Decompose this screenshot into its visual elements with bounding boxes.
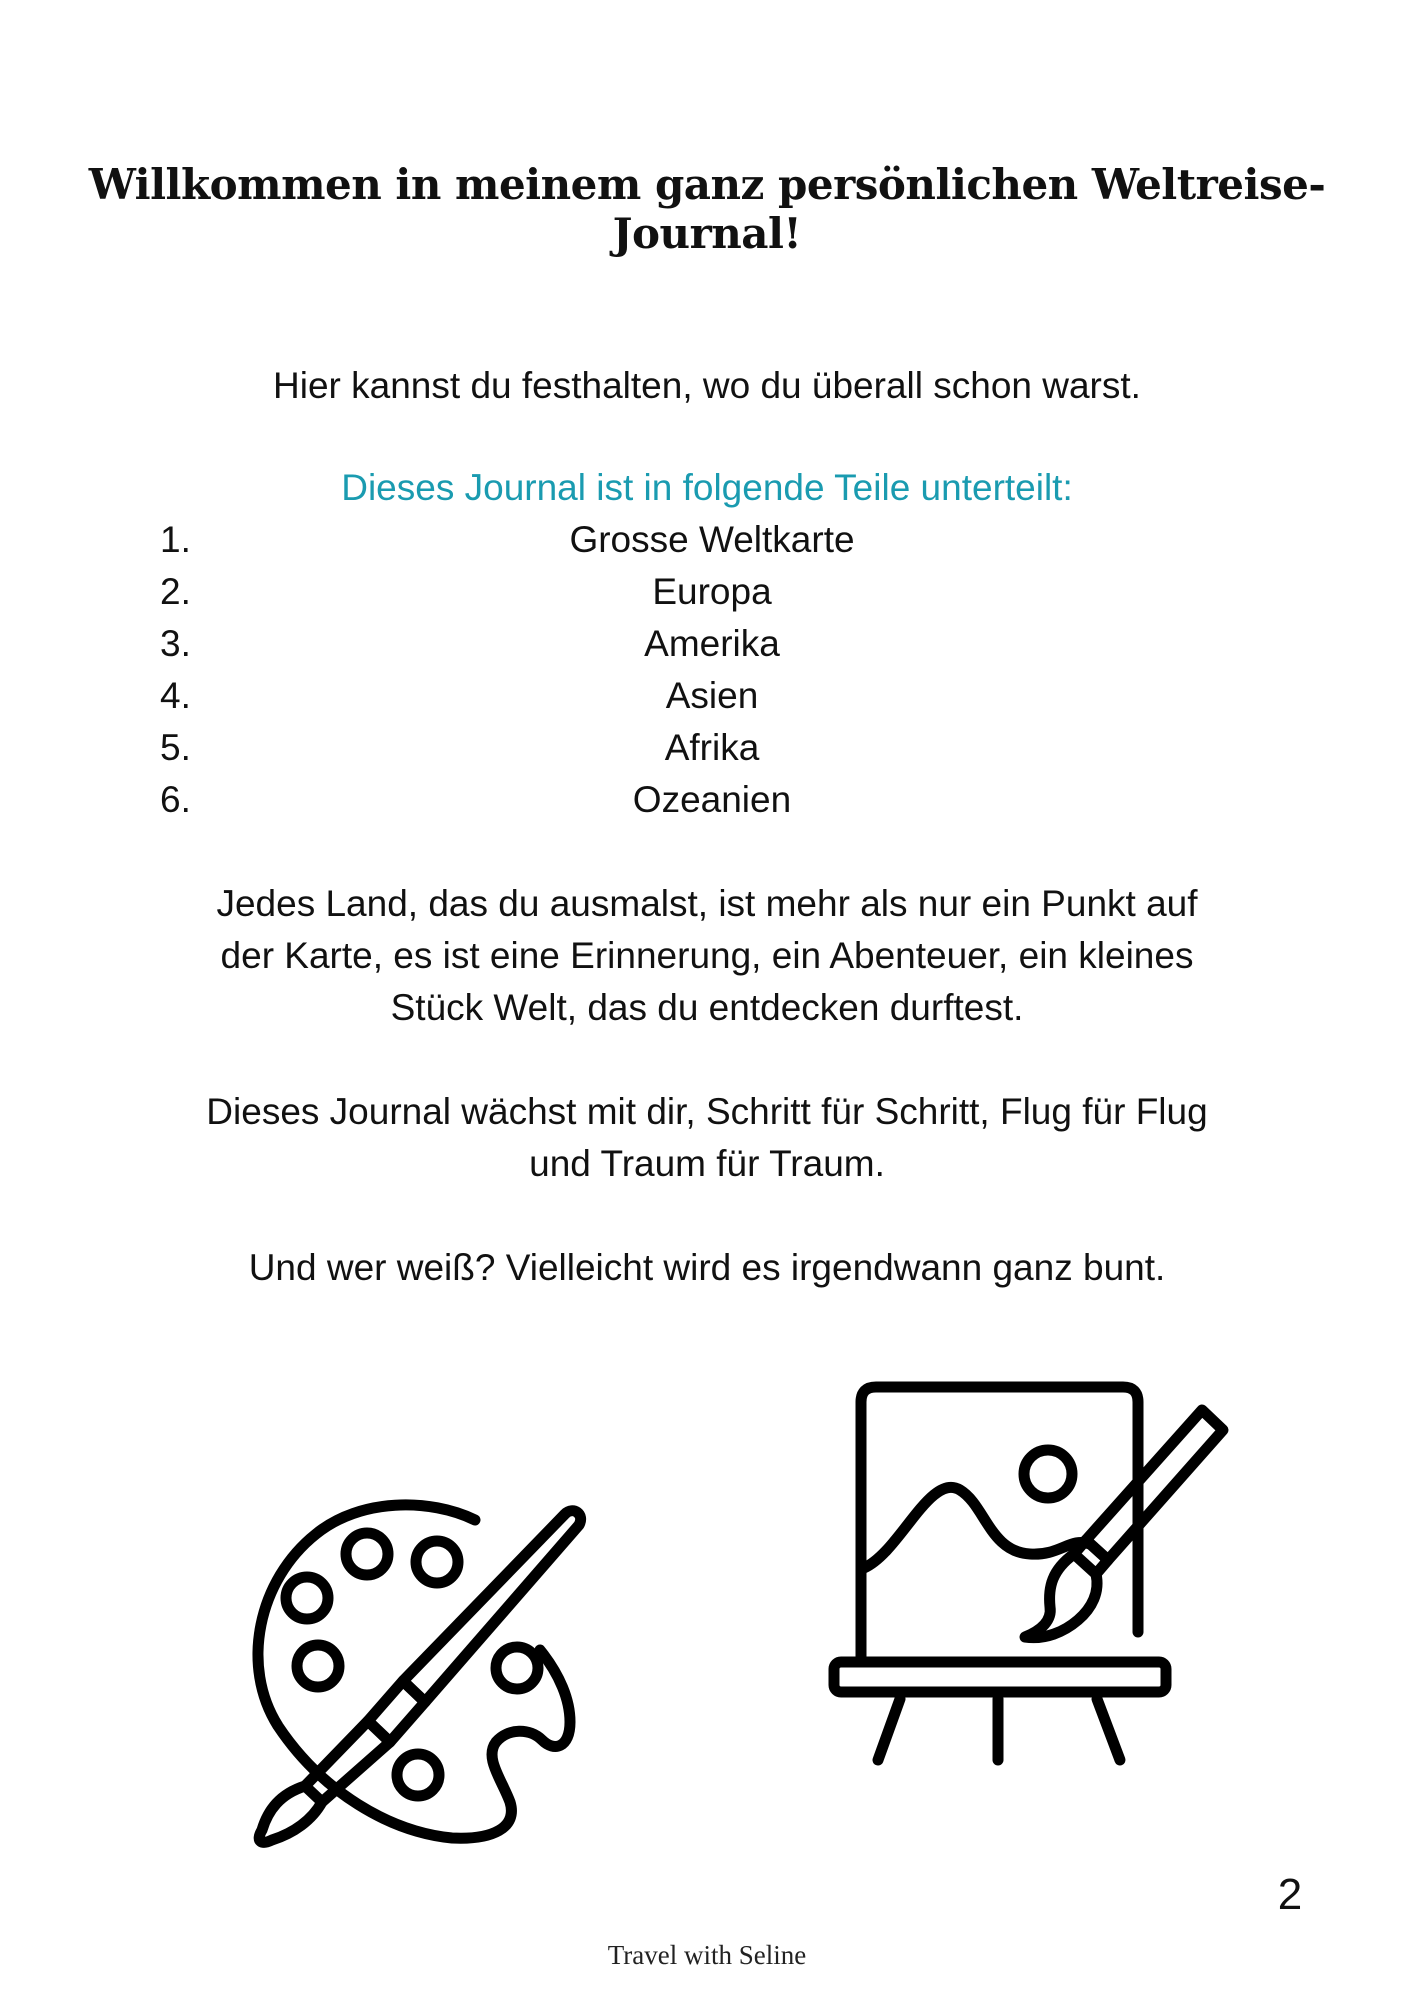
toc-item-label: Europa — [652, 571, 772, 612]
paragraph-line: Stück Welt, das du entdecken durftest. — [390, 987, 1024, 1028]
paragraph-line: und Traum für Traum. — [529, 1143, 885, 1184]
paragraph-line: Jedes Land, das du ausmalst, ist mehr als nur ein Punkt auf — [216, 883, 1198, 924]
page-number: 2 — [1277, 1870, 1303, 1919]
paragraph-line: Dieses Journal wächst mit dir, Schritt für Schritt, Flug für Flug — [206, 1091, 1208, 1132]
page-title: Willkommen in meinem ganz persönlichen Weltreise-Journal! — [88, 160, 1326, 258]
toc-list — [0, 514, 1414, 826]
footer-brand: Travel with Seline — [607, 1940, 807, 1970]
toc-item-number: 5. — [160, 727, 191, 768]
closing-text: Und wer weiß? Vielleicht wird es irgendwann ganz bunt. — [248, 1247, 1166, 1288]
toc-item-number: 4. — [160, 675, 191, 716]
toc-heading: Dieses Journal ist in folgende Teile unterteilt: — [341, 467, 1073, 508]
toc-item-number: 6. — [160, 779, 191, 820]
paint-palette-icon — [240, 1490, 600, 1850]
toc-item-number: 2. — [160, 571, 191, 612]
toc-item — [0, 566, 1414, 618]
toc-item-label: Ozeanien — [632, 779, 792, 820]
intro-text: Hier kannst du festhalten, wo du überall schon warst. — [273, 365, 1141, 406]
paragraph-line: der Karte, es ist eine Erinnerung, ein Abenteuer, ein kleines — [220, 935, 1194, 976]
toc-item — [0, 774, 1414, 826]
toc-item — [0, 670, 1414, 722]
toc-item — [0, 722, 1414, 774]
paragraph-growth — [140, 1086, 1274, 1190]
toc-item-label: Amerika — [644, 623, 780, 664]
paragraph-countries — [140, 878, 1274, 1034]
toc-item — [0, 618, 1414, 670]
easel-canvas-icon — [820, 1372, 1250, 1782]
toc-item-label: Asien — [665, 675, 759, 716]
toc-item-label: Grosse Weltkarte — [569, 519, 855, 560]
toc-item — [0, 514, 1414, 566]
toc-item-number: 1. — [160, 519, 191, 560]
toc-item-number: 3. — [160, 623, 191, 664]
toc-item-label: Afrika — [664, 727, 760, 768]
